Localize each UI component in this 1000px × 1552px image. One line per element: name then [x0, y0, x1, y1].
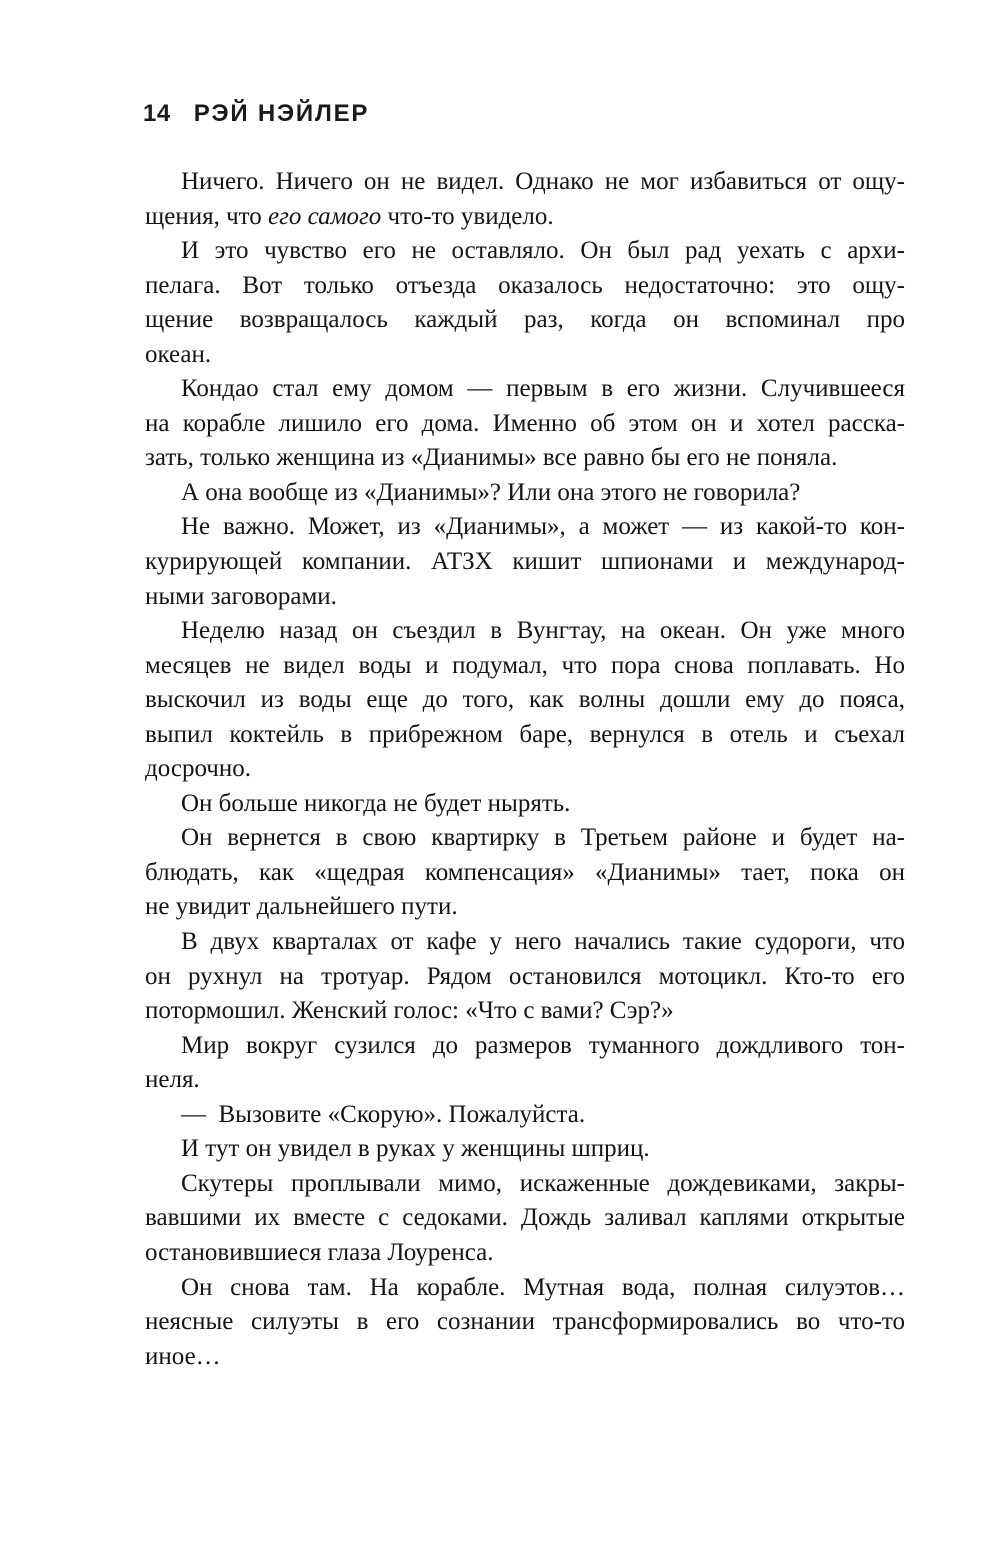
paragraph [145, 1029, 905, 1098]
paragraph [145, 1132, 905, 1167]
paragraph [145, 476, 905, 511]
text-line: Кондао стал ему домом — первым в его жизни. Случившееся [181, 375, 905, 403]
paragraph [145, 1167, 905, 1271]
paragraph [145, 165, 905, 234]
text-line: потормошил. Женский голос: «Что с вами? Сэр?» [145, 997, 674, 1025]
paragraph [145, 1098, 905, 1133]
page-number: 14 [143, 100, 171, 127]
text-line: И тут он увидел в руках у женщины шприц. [181, 1135, 650, 1163]
text-line: Не важно. Может, из «Дианимы», а может — из какой-то кон- [181, 513, 905, 541]
paragraph [145, 925, 905, 1029]
text-line: Он вернется в свою квартирку в Третьем районе и будет на- [181, 824, 905, 852]
text-line: Он больше никогда не будет нырять. [181, 789, 571, 817]
running-header [143, 100, 369, 128]
text-line: курирующей компании. АТЗХ кишит шпионами и международ- [145, 548, 905, 576]
paragraph [145, 234, 905, 372]
text-line: не увидит дальнейшего пути. [145, 893, 458, 921]
text-line: Ничего. Ничего он не видел. Однако не мог избавиться от ощу- [181, 168, 905, 195]
text-line: А она вообще из «Дианимы»? Или она этого не говорила? [181, 478, 801, 506]
text-line: пелага. Вот только отъезда оказалось недостаточно: это ощу- [145, 271, 905, 299]
paragraph [145, 821, 905, 925]
text-line: Он снова там. На корабле. Мутная вода, полная силуэтов… [181, 1273, 905, 1301]
text-line: океан. [145, 340, 212, 368]
text-line: зать, только женщина из «Дианимы» все равно бы его не поняла. [145, 444, 838, 472]
text-line: Мир вокруг сузился до размеров туманного дождливого тон- [181, 1031, 905, 1059]
text-line: ными заговорами. [145, 582, 337, 610]
text-line: неясные силуэты в его сознании трансформировались во что-то [145, 1308, 905, 1336]
text-line: он рухнул на тротуар. Рядом остановился мотоцикл. Кто-то его [145, 962, 905, 990]
text-line: Скутеры проплывали мимо, искаженные дождевиками, закры- [181, 1169, 905, 1197]
text-block [145, 165, 905, 1374]
text-line: И это чувство его не оставляло. Он был рад уехать с архи- [181, 237, 905, 265]
running-title: РЭЙ НЭЙЛЕР [193, 100, 370, 127]
text-line: иное… [145, 1342, 221, 1370]
text-line: Неделю назад он съездил в Вунгтау, на океан. Он уже много [181, 617, 905, 645]
paragraph [145, 787, 905, 822]
text-line: выпил коктейль в прибрежном баре, вернулся в отель и съехал [145, 720, 905, 748]
text-line: неля. [145, 1066, 200, 1094]
paragraph [145, 1271, 905, 1375]
paragraph [145, 372, 905, 476]
paragraph [145, 614, 905, 787]
text-line: — Вызовите «Скорую». Пожалуйста. [181, 1100, 586, 1128]
text-line: досрочно. [145, 755, 251, 783]
text-line: вавшими их вместе с седоками. Дождь заливал каплями открытые [145, 1204, 905, 1232]
text-line: В двух кварталах от кафе у него начались такие судороги, что [181, 928, 905, 956]
paragraph [145, 510, 905, 614]
text-line: остановившиеся глаза Лоуренса. [145, 1238, 494, 1266]
text-line: щения, что его самого что-то увидело. [145, 202, 554, 230]
text-line: щение возвращалось каждый раз, когда он вспоминал про [145, 306, 905, 334]
text-line: блюдать, как «щедрая компенсация» «Дианимы» тает, пока он [145, 858, 905, 886]
text-line: на корабле лишило его дома. Именно об этом он и хотел расска- [145, 409, 905, 437]
text-line: месяцев не видел воды и подумал, что пора снова поплавать. Но [145, 651, 905, 679]
text-line: выскочил из воды еще до того, как волны дошли ему до пояса, [145, 686, 905, 714]
